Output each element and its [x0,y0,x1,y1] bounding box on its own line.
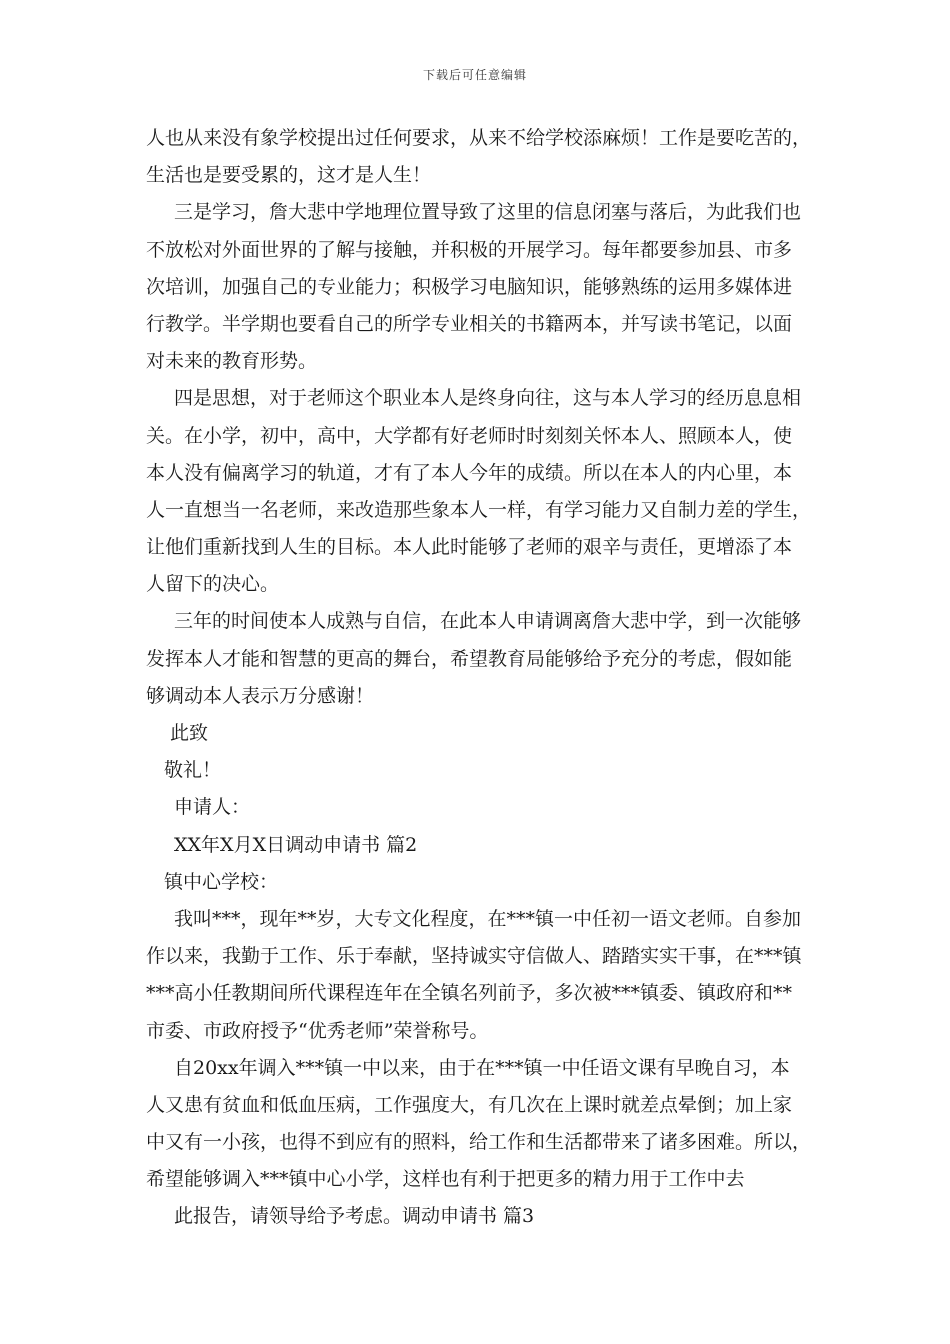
page-header-note: 下载后可任意编辑 [422,68,527,82]
text-line: 行教学。半学期也要看自己的所学专业相关的书籍两本，并写读书笔记，以面 [146,312,793,335]
text-line: 中又有一小孩，也得不到应有的照料，给工作和生活都带来了诸多困难。所以， [146,1131,812,1154]
text-line: 三是学习，詹大悲中学地理位置导致了这里的信息闭塞与落后，为此我们也 [174,201,802,224]
text-line: ***高小任教期间所代课程连年在全镇名列前予，多次被***镇委、镇政府和** [146,982,793,1005]
text-line: 够调动本人表示万分感谢！ [146,684,375,707]
text-line: 关。在小学，初中，高中，大学都有好老师时时刻刻关怀本人、照顾本人，使 [146,424,793,447]
closing-regards: 敬礼！ [164,759,222,782]
text-line: 此报告，请领导给予考虑。调动申请书 篇3 [174,1205,535,1228]
text-line: 人又患有贫血和低血压病，工作强度大，有几次在上课时就差点晕倒；加上家 [146,1093,793,1116]
text-line: 生活也是要受累的，这才是人生！ [146,164,432,187]
text-line: 本人没有偏离学习的轨道，才有了本人今年的成绩。所以在本人的内心里，本 [146,461,793,484]
text-line: 我叫***，现年**岁，大专文化程度，在***镇一中任初一语文老师。自参加 [174,907,802,930]
text-line: 市委、市政府授予“优秀老师”荣誉称号。 [146,1019,489,1042]
text-line: 四是思想，对于老师这个职业本人是终身向往，这与本人学习的经历息息相 [174,387,802,410]
text-line: 人一直想当一名老师，来改造那些象本人一样，有学习能力又自制力差的学生， [146,498,812,521]
date-section-heading: XX年X月X日调动申请书 篇2 [174,833,418,856]
addressee: 镇中心学校： [164,870,279,893]
text-line: 人也从来没有象学校提出过任何要求，从来不给学校添麻烦！工作是要吃苦的， [146,127,812,149]
closing-salutation: 此致 [170,722,209,744]
text-line: 不放松对外面世界的了解与接触，并积极的开展学习。每年都要参加县、市多 [146,238,793,261]
text-line: 对未来的教育形势。 [146,350,318,373]
text-line: 自20xx年调入***镇一中以来，由于在***镇一中任语文课有早晚自习，本 [174,1056,790,1079]
text-line: 让他们重新找到人生的目标。本人此时能够了老师的艰辛与责任，更增添了本 [146,536,793,559]
applicant-label: 申请人： [174,796,251,819]
text-line: 作以来，我勤于工作、乐于奉献，坚持诚实守信做人、踏踏实实干事，在***镇 [146,945,802,968]
text-line: 次培训，加强自己的专业能力；积极学习电脑知识，能够熟练的运用多媒体进 [146,275,793,298]
text-line: 三年的时间使本人成熟与自信，在此本人申请调离詹大悲中学，到一次能够 [174,610,802,633]
document-body [146,120,826,1236]
text-line: 希望能够调入***镇中心小学，这样也有利于把更多的精力用于工作中去 [146,1168,745,1191]
text-line: 人留下的决心。 [146,573,280,596]
text-line: 发挥本人才能和智慧的更高的舞台，希望教育局能够给予充分的考虑，假如能 [146,647,793,670]
